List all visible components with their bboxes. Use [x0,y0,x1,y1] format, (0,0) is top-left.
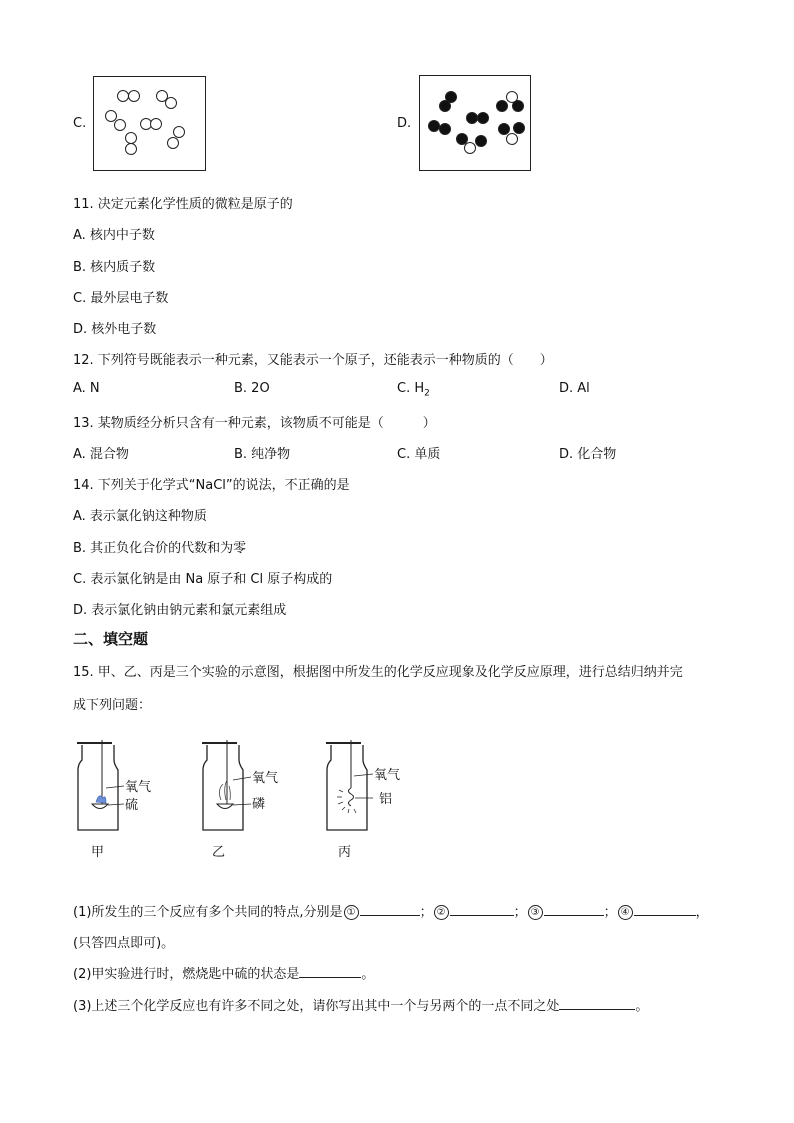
question-11-option-d: D. 核外电子数 [73,322,157,337]
answer-blank-3[interactable] [544,901,604,916]
option-d-label: D. [397,116,412,131]
period: 。 [635,999,649,1014]
question-14-option-d: D. 表示氯化钠由钠元素和氯元素组成 [73,603,287,618]
question-14-stem: 14. 下列关于化学式“NaCl”的说法，不正确的是 [73,478,350,493]
question-15-sub3-text: (3)上述三个化学反应也有许多不同之处，请你写出其中一个与另两个的一点不同之处 [73,999,560,1014]
option-d-molecule-diagram [419,75,532,172]
question-13-option-c: C. 单质 [397,447,441,462]
question-12-option-c-subscript: 2 [424,388,430,399]
question-15-stem-line2: 成下列问题： [73,698,152,713]
jar-jia-caption: 甲 [91,845,105,860]
answer-blank-sulfur-state[interactable] [299,963,361,978]
period: 。 [361,967,375,982]
jar-yi-phosphorus-diagram [197,740,297,836]
separator: ， [695,905,709,920]
question-11-option-a: A. 核内中子数 [73,228,155,243]
question-12-option-c [397,381,430,399]
separator: ； [603,905,617,920]
question-13-option-b: B. 纯净物 [234,447,291,462]
option-c-molecule-diagram [93,76,207,172]
answer-blank-1[interactable] [360,901,420,916]
separator: ； [419,905,433,920]
answer-mark-1: ① [344,905,359,920]
jar-bing-substance-label: 铝 [379,792,393,807]
jar-yi-substance-label: 磷 [252,797,266,812]
answer-mark-4: ④ [618,905,633,920]
question-11-stem: 11. 决定元素化学性质的微粒是原子的 [73,197,293,212]
question-14-option-a: A. 表示氯化钠这种物质 [73,509,207,524]
question-12-option-b: B. 2O [234,381,270,396]
question-15-sub2-text: (2)甲实验进行时，燃烧匙中硫的状态是 [73,967,300,982]
question-15-sub1 [73,901,709,920]
question-15-sub2 [73,963,374,982]
question-12-stem: 12. 下列符号既能表示一种元素，又能表示一个原子，还能表示一种物质的（ ） [73,353,553,368]
answer-blank-2[interactable] [450,901,514,916]
question-13-option-d: D. 化合物 [559,447,617,462]
jar-yi-gas-label: 氧气 [252,771,279,786]
answer-mark-2: ② [434,905,449,920]
section-title-fill-in: 二、填空题 [73,630,149,648]
question-15-sub3 [73,995,648,1014]
jar-bing-gas-label: 氧气 [374,768,401,783]
question-11-option-b: B. 核内质子数 [73,260,156,275]
question-13-option-a: A. 混合物 [73,447,129,462]
answer-blank-4[interactable] [634,901,696,916]
jar-jia-sulfur-diagram [72,740,172,836]
jar-jia-gas-label: 氧气 [125,780,152,795]
jar-bing-aluminum-diagram [321,740,421,836]
question-11-option-c: C. 最外层电子数 [73,291,169,306]
question-12-option-a: A. N [73,381,100,396]
question-14-option-b: B. 其正负化合价的代数和为零 [73,541,247,556]
jar-bing-caption: 丙 [338,845,352,860]
question-12-option-d: D. Al [559,381,590,396]
answer-blank-difference[interactable] [559,995,635,1010]
jar-jia-substance-label: 硫 [125,798,139,813]
question-12-option-c-text: C. H [397,381,425,396]
question-13-stem: 13. 某物质经分析只含有一种元素，该物质不可能是（ ） [73,416,436,431]
question-15-stem-line1: 15. 甲、乙、丙是三个实验的示意图，根据图中所发生的化学反应现象及化学反应原理，进行总结归纳并完 [73,665,683,680]
question-15-sub1-line2: (只答四点即可)。 [73,936,175,951]
option-c-label: C. [73,116,87,131]
answer-mark-3: ③ [528,905,543,920]
jar-yi-caption: 乙 [212,845,226,860]
question-14-option-c: C. 表示氯化钠是由 Na 原子和 Cl 原子构成的 [73,572,333,587]
question-15-sub1-text: (1)所发生的三个反应有多个共同的特点,分别是 [73,905,343,920]
separator: ； [513,905,527,920]
